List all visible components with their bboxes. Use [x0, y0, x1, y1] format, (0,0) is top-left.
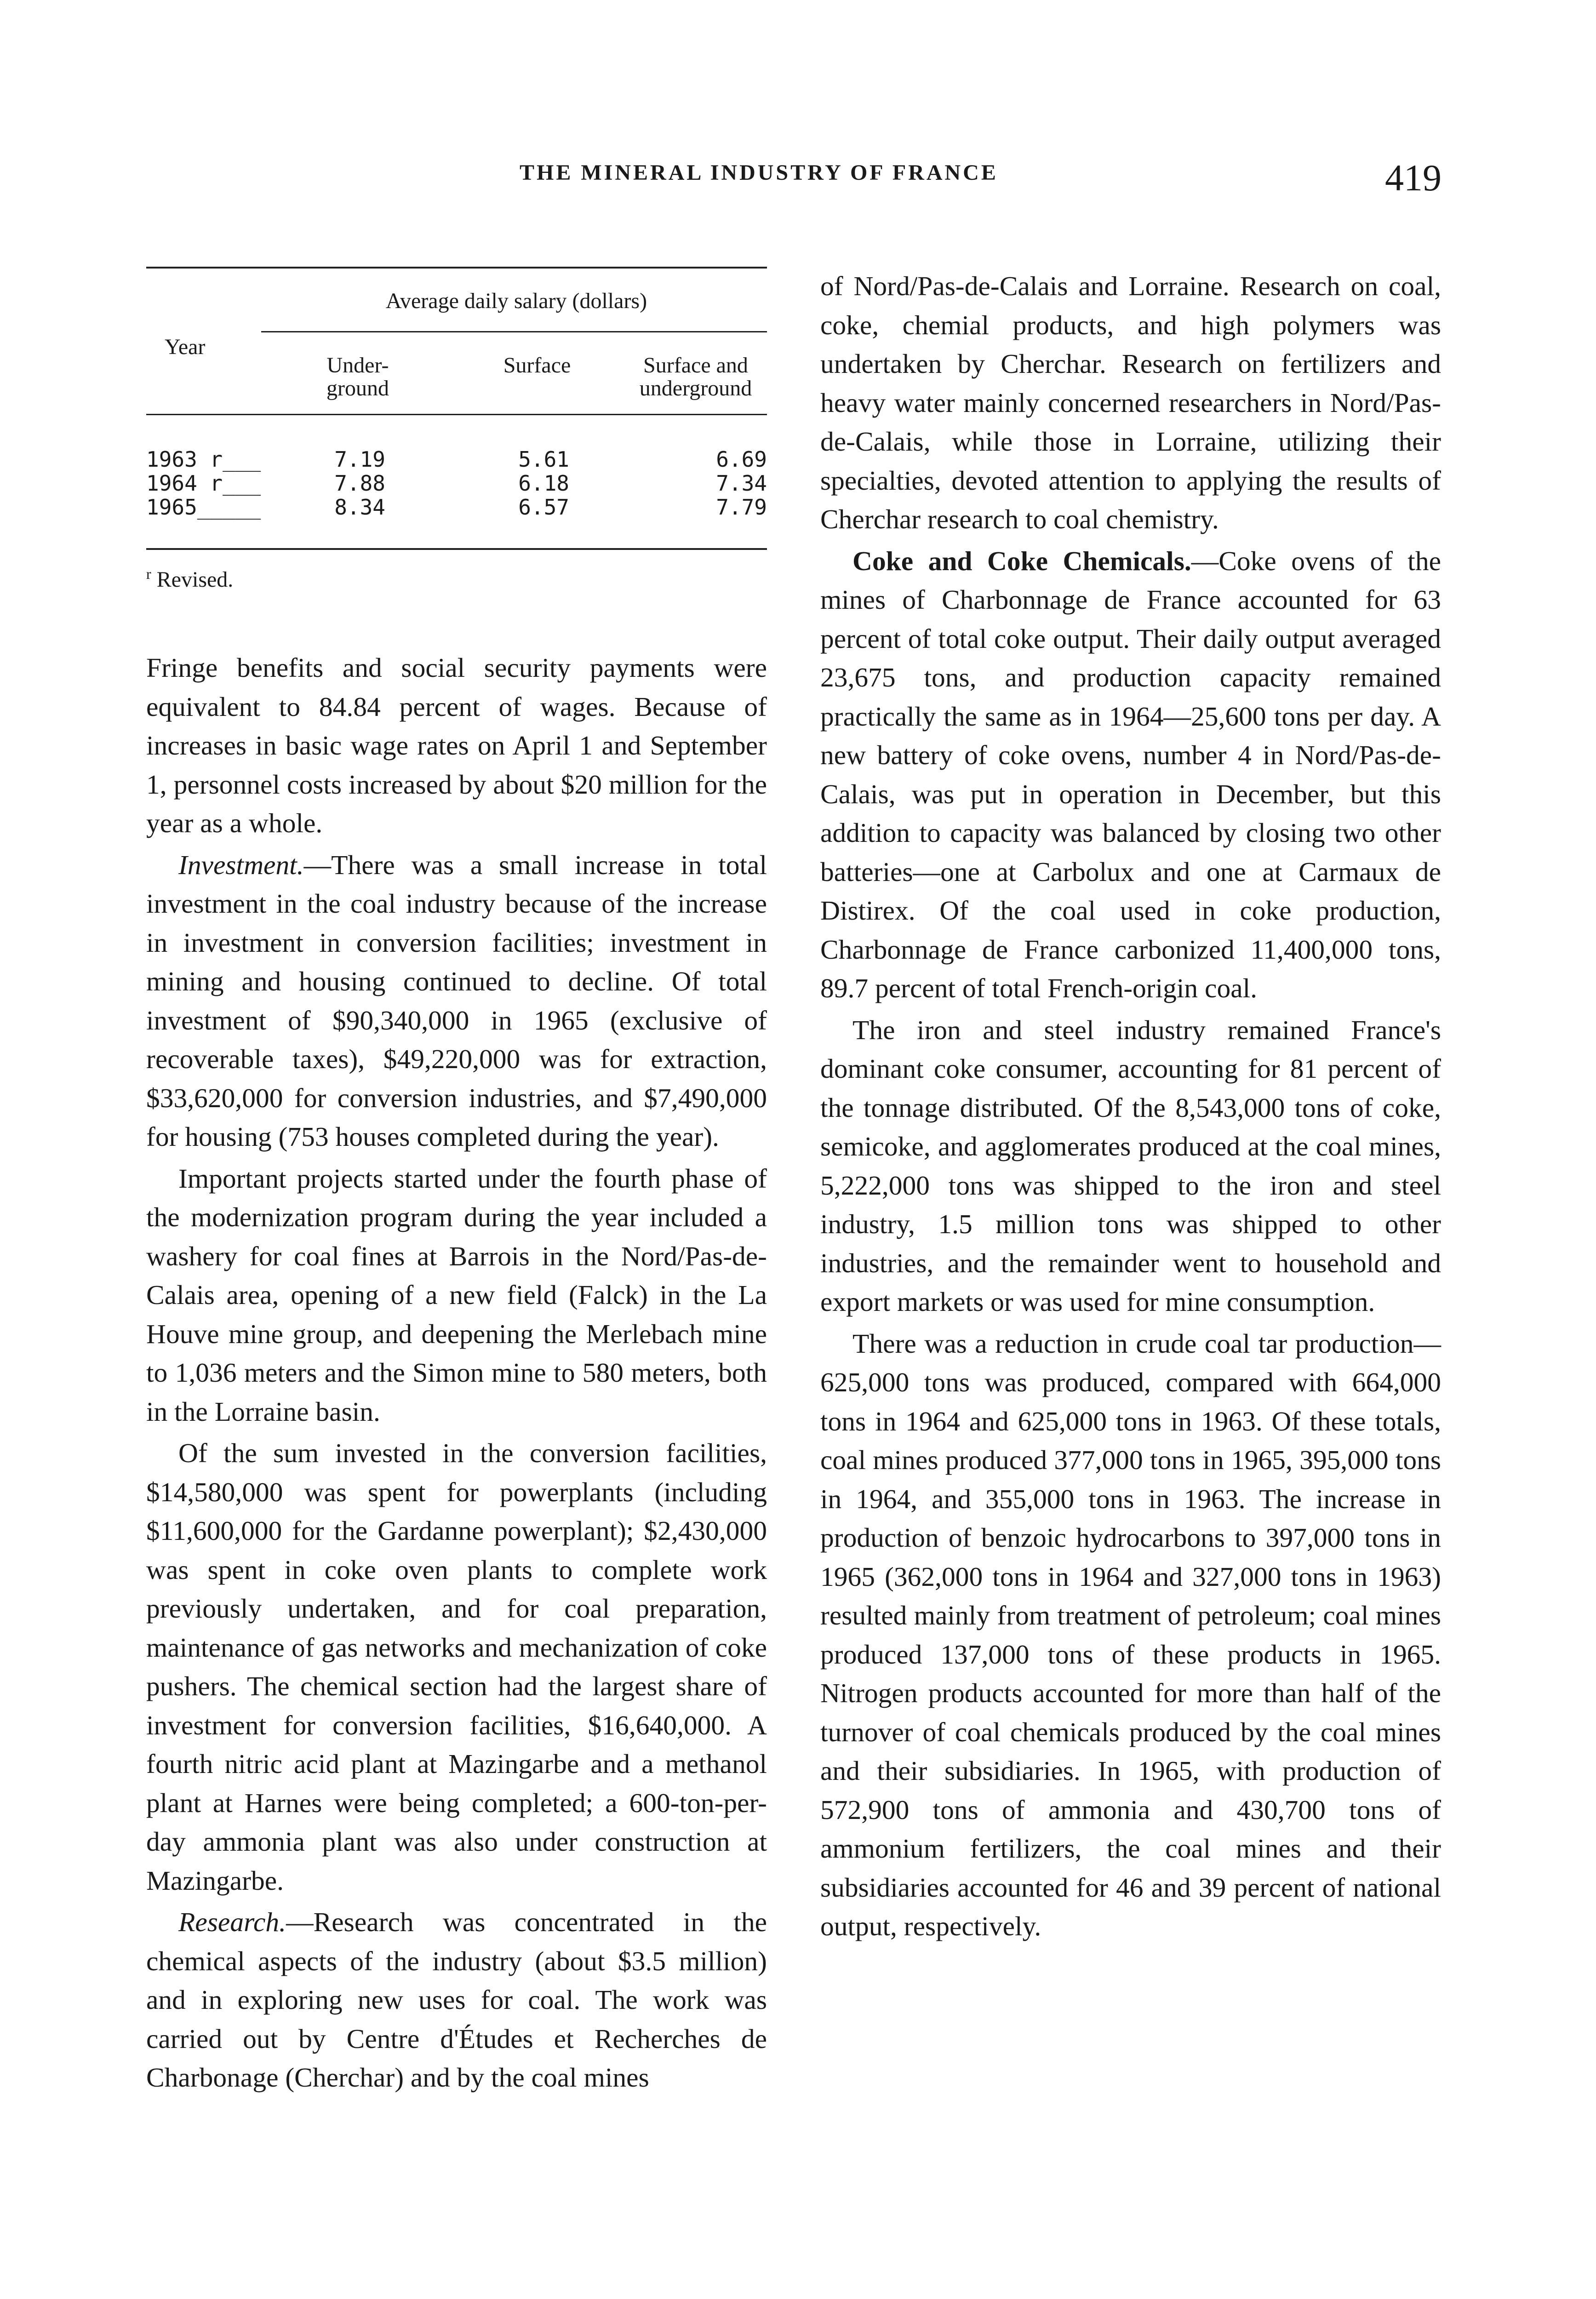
paragraph: Research.—Research was concentrated in the chemical aspects of the industry (about $3.5 million) and in exploring new uses for coal. The work was carried out by Centre d'Études et Recherches de Charbonage (Cherchar) and by the coal mines — [146, 1907, 767, 2093]
paragraph: There was a reduction in crude coal tar production—625,000 tons was produced, compared with 664,000 tons in 1964 and 625,000 tons in 1963. Of these totals, coal mines produced 377,000 tons in 1965, 395,000 tons in 1964, and 355,000 tons in 1963. The increase in production of benzoic hydrocarbons to 397,000 tons in 1965 (362,000 tons in 1964 and 327,000 tons in 1963) resulted mainly from treatment of petroleum; coal mines produced 137,000 tons of these products in 1965. Nitrogen products accounted for more than half of the turnover of coal chemicals produced by the coal mines and their subsidiaries. In 1965, with production of 572,900 tons of ammonia and 430,700 tons of ammonium fertilizers, the coal mines and their subsidiaries accounted for 46 and 39 percent of national output, respectively. — [820, 1328, 1441, 1941]
paragraph: Investment.—There was a small increase in total investment in the coal industry because of the increase in investment in conversion facilities; investment in mining and housing continued to decline. Of total investment of $90,340,000 in 1965 (exclusive of recoverable taxes), $49,220,000 was for extraction, $33,620,000 for conversion industries, and $7,490,000 for housing (753 houses completed during the year). — [146, 849, 767, 1152]
cell-both: 7.79 — [716, 495, 767, 520]
running-head: THE MINERAL INDUSTRY OF FRANCE — [520, 160, 998, 185]
salary-table — [146, 267, 767, 552]
cell-both: 7.34 — [716, 471, 767, 496]
table-col-header-surface: Surface — [503, 353, 571, 377]
cell-underground: 7.88 — [334, 471, 385, 496]
table-row — [146, 447, 767, 475]
cell-underground: 8.34 — [334, 495, 385, 520]
row-year: 1963 r___ — [146, 447, 261, 472]
cell-surface: 6.57 — [518, 495, 569, 520]
paragraph: of Nord/Pas-de-Calais and Lorraine. Research on coal, coke, chemial products, and high polymers was undertaken by Cherchar. Research on fertilizers and heavy water mainly concerned researchers in Nord/Pas-de-Calais, while those in Lorraine, utilizing their specialties, devoted attention to applying the results of Cherchar research to coal chemistry. — [820, 271, 1441, 534]
cell-both: 6.69 — [716, 447, 767, 472]
right-column — [820, 267, 1441, 1946]
table-col-header-both: Surface and underground — [639, 353, 752, 400]
footnote-text: Revised. — [156, 567, 234, 592]
table-footnote — [146, 566, 233, 592]
left-column — [146, 648, 767, 2097]
table-spanner-header: Average daily salary (dollars) — [385, 289, 647, 313]
paragraph: Important projects started under the fourth phase of the modernization program during the year included a washery for coal fines at Barrois in the Nord/Pas-de-Calais area, opening of a new field (Falck) in the La Houve mine group, and deepening the Merlebach mine to 1,036 meters and the Simon mine to 580 meters, both in the Lorraine basin. — [146, 1163, 767, 1427]
row-year: 1964 r___ — [146, 471, 261, 496]
section-heading: Research. — [178, 1907, 286, 1937]
row-year: 1965_____ — [146, 495, 261, 520]
table-col-header-underground: Under- ground — [326, 353, 389, 400]
section-heading: Coke and Coke Chemicals. — [852, 545, 1191, 576]
paragraph: Of the sum invested in the conversion facilities, $14,580,000 was spent for powerplants (including $11,600,000 for the Gardanne powerplant); $2,430,000 was spent in coke oven plants to complete work previously undertaken, and for coal preparation, maintenance of gas networks and mechanization of coke pushers. The chemical section had the largest share of investment for conversion facilities, $16,640,000. A fourth nitric acid plant at Mazingarbe and a methanol plant at Harnes were being completed; a 600-ton-per-day ammonia plant was also under construction at Mazingarbe. — [146, 1438, 767, 1896]
cell-underground: 7.19 — [334, 447, 385, 472]
paragraph: Coke and Coke Chemicals.—Coke ovens of the mines of Charbonnage de France accounted for 63 percent of total coke output. Their daily output averaged 23,675 tons, and production capacity remained practically the same as in 1964—25,600 tons per day. A new battery of coke ovens, number 4 in Nord/Pas-de-Calais, was put in operation in December, but this addition to capacity was balanced by closing two other batteries—one at Carbolux and one at Carmaux de Distirex. Of the coal used in coke production, Charbonnage de France carbonized 11,400,000 tons, 89.7 percent of total French-origin coal. — [820, 545, 1441, 1003]
paragraph: The iron and steel industry remained France's dominant coke consumer, accounting for 81 percent of the tonnage distributed. Of the 8,543,000 tons of coke, semicoke, and agglomerates produced at the coal mines, 5,222,000 tons was shipped to the iron and steel industry, 1.5 million tons was shipped to other industries, and the remainder went to household and export markets or was used for mine consumption. — [820, 1014, 1441, 1317]
table-stub-header: Year — [165, 335, 206, 359]
table-row — [146, 495, 767, 522]
section-heading: Investment. — [178, 849, 304, 880]
cell-surface: 5.61 — [518, 447, 569, 472]
cell-surface: 6.18 — [518, 471, 569, 496]
footnote-mark: r — [146, 566, 151, 582]
page-number: 419 — [1385, 157, 1442, 199]
table-row — [146, 471, 767, 498]
paragraph: Fringe benefits and social security payments were equivalent to 84.84 percent of wages. Because of increases in basic wage rates on April 1 and September 1, personnel costs increased by about $20 million for the year as a whole. — [146, 652, 767, 838]
